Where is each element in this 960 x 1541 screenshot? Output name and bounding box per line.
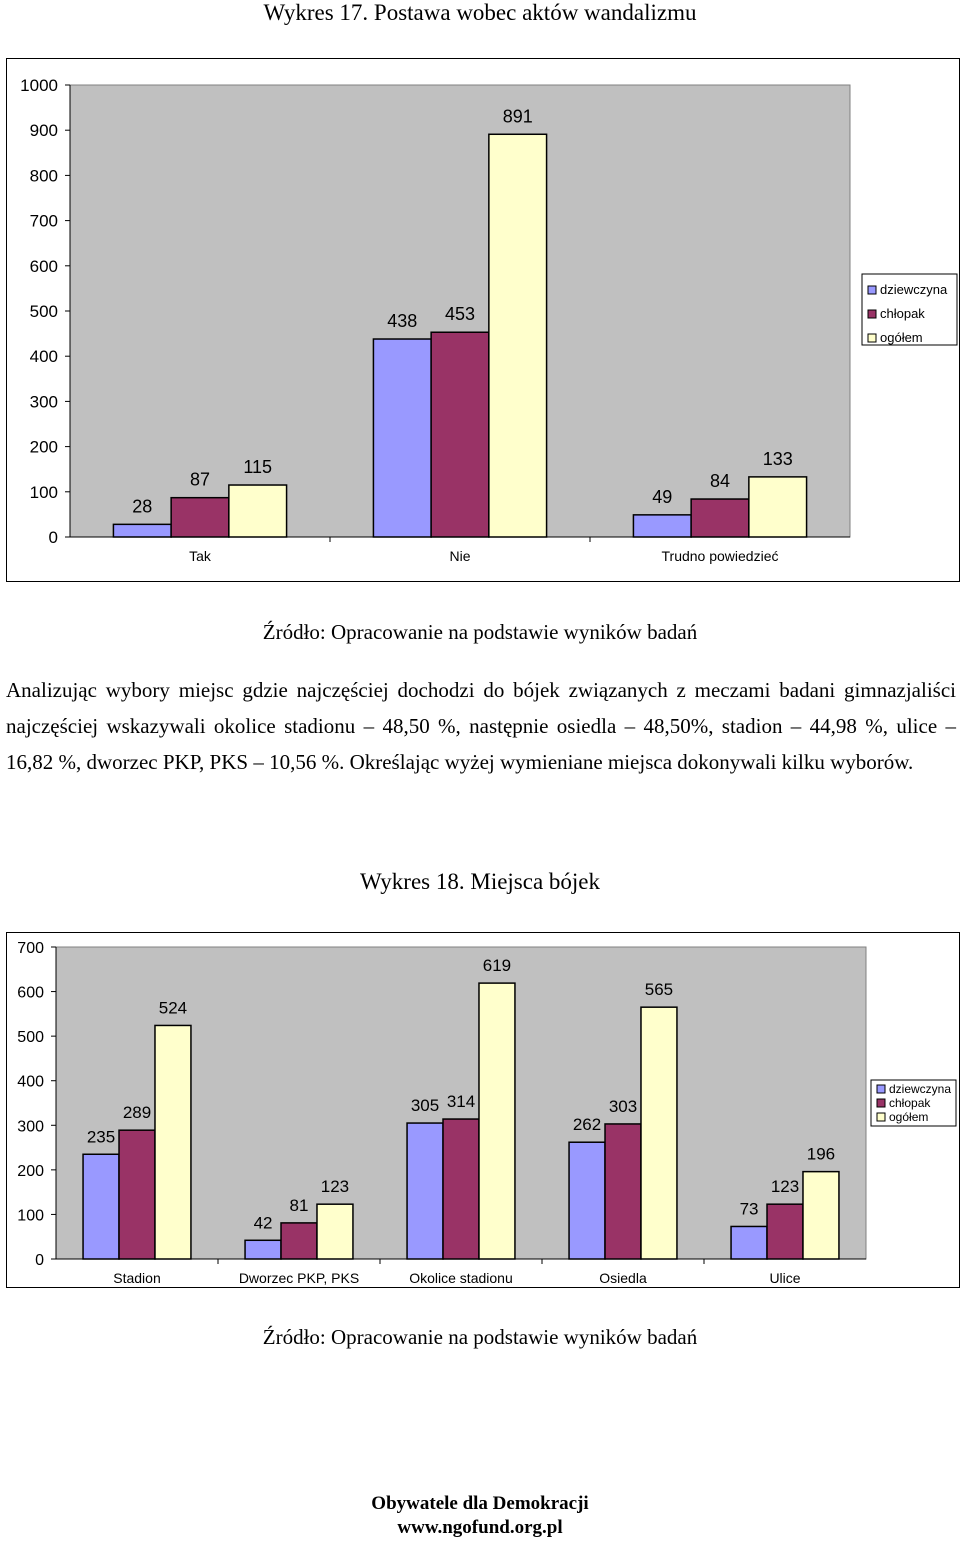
chart1-data-label: 133 (762, 448, 793, 469)
chart1-legend-label: dziewczyna (880, 282, 948, 297)
chart1-legend-swatch (868, 286, 876, 294)
chart1-source: Źródło: Opracowanie na podstawie wyników badań (262, 620, 698, 644)
chart2-bar (281, 1223, 317, 1259)
chart1-title: Wykres 17. Postawa wobec aktów wandalizmu (263, 0, 697, 25)
chart2-y-tick-label: 200 (17, 1162, 44, 1180)
chart1-category-label: Trudno powiedzieć (661, 548, 779, 564)
body-paragraph: Analizując wybory miejsc gdzie najczęściej dochodzi do bójek związanych z meczami badani gimnazjaliści najczęściej wskazywali okolice stadionu – 48,50 %, następnie osiedla – 48,50%, stadion – 44,98 %, ulice – 16,82 %, dworzec PKP, PKS – 10,56 %. Określając wyżej wymieniane miejsca dokonywali kilku wyborów. (6, 678, 956, 774)
chart1-y-tick-label: 600 (29, 256, 58, 276)
chart1-y-tick-label: 800 (29, 166, 58, 186)
chart2-data-label: 303 (608, 1096, 638, 1116)
chart2-bar (407, 1123, 443, 1259)
chart1-legend-label: chłopak (880, 306, 925, 321)
chart2-data-label: 235 (86, 1127, 116, 1147)
chart2-bar (605, 1124, 641, 1259)
chart2-bar (731, 1226, 767, 1259)
chart2-data-label: 196 (806, 1144, 836, 1164)
chart1-data-label: 49 (652, 486, 673, 507)
chart1-bar (113, 524, 171, 537)
chart2-category-label: Ulice (769, 1270, 801, 1286)
chart2-y-tick-label: 700 (17, 940, 44, 957)
chart2-y-tick-label: 600 (17, 984, 44, 1002)
chart1-container (6, 58, 960, 582)
chart2-legend-swatch (877, 1085, 885, 1093)
chart2-category-label: Okolice stadionu (409, 1270, 513, 1286)
chart2-y-tick-label: 400 (17, 1073, 44, 1091)
chart1-y-tick-label: 400 (29, 347, 58, 367)
chart1-legend-label: ogółem (880, 330, 923, 345)
chart1-data-label: 891 (502, 106, 533, 127)
chart1-y-tick-label: 500 (29, 302, 58, 321)
chart2-data-label: 305 (410, 1096, 440, 1116)
chart1-data-label: 84 (709, 471, 731, 492)
chart2-bar (155, 1025, 191, 1259)
chart2-data-label: 123 (320, 1177, 350, 1197)
chart2-bar (641, 1007, 677, 1259)
chart2-data-label: 73 (739, 1199, 759, 1219)
footer-url[interactable]: www.ngofund.org.pl (397, 1517, 563, 1538)
chart2-data-label: 524 (158, 998, 188, 1018)
chart1-y-tick-label: 900 (29, 121, 58, 141)
chart2-bar (317, 1204, 353, 1259)
chart1-category-label: Nie (449, 548, 471, 564)
chart1-data-label: 453 (444, 304, 476, 325)
chart2-data-label: 123 (770, 1177, 800, 1197)
chart2-data-label: 42 (253, 1213, 273, 1233)
chart2-title: Wykres 18. Miejsca bójek (359, 869, 601, 894)
chart1-data-label: 438 (387, 311, 418, 332)
footer-org-name: Obywatele dla Demokracji (371, 1493, 589, 1514)
chart1-bar (431, 332, 489, 537)
chart2-legend-label: chłopak (889, 1096, 931, 1110)
chart2-svg (6, 932, 960, 1288)
chart1-bar (229, 485, 287, 537)
chart2-bar (803, 1172, 839, 1259)
chart2-bar (569, 1142, 605, 1259)
chart1-y-tick-label: 100 (29, 482, 58, 502)
chart2-bar (443, 1119, 479, 1259)
chart2-y-tick-label: 500 (17, 1029, 44, 1047)
chart2-category-label: Stadion (113, 1270, 161, 1286)
chart2-data-label: 314 (446, 1092, 476, 1112)
chart2-source: Źródło: Opracowanie na podstawie wyników badań (262, 1325, 698, 1349)
chart2-data-label: 619 (482, 956, 512, 976)
chart1-svg (6, 58, 960, 582)
chart1-y-tick-label: 200 (29, 437, 58, 457)
chart2-bar (767, 1204, 803, 1259)
chart2-data-label: 565 (644, 980, 674, 1000)
chart2-legend-label: dziewczyna (889, 1082, 952, 1096)
chart2-y-tick-label: 300 (17, 1118, 44, 1136)
chart2-category-label: Dworzec PKP, PKS (238, 1270, 360, 1286)
chart2-bar (119, 1130, 155, 1259)
chart1-legend-swatch (868, 334, 876, 342)
chart1-bar (633, 515, 691, 537)
chart2-data-label: 262 (572, 1115, 602, 1135)
chart2-bar (479, 983, 515, 1259)
chart2-bar (83, 1154, 119, 1259)
chart1-bar (749, 477, 807, 537)
chart1-y-tick-label: 1000 (20, 76, 58, 95)
chart2-bar (245, 1240, 281, 1259)
chart2-y-tick-label: 100 (17, 1207, 44, 1225)
chart1-bar (171, 498, 229, 537)
chart1-y-tick-label: 0 (48, 528, 58, 547)
chart1-bar (691, 499, 749, 537)
chart1-category-label: Tak (189, 548, 211, 564)
chart2-data-label: 289 (122, 1103, 152, 1123)
chart1-y-tick-label: 300 (29, 392, 58, 412)
chart2-legend-swatch (877, 1099, 885, 1107)
chart2-legend-label: ogółem (889, 1110, 929, 1124)
chart1-bar (373, 339, 431, 537)
chart2-legend-swatch (877, 1113, 885, 1121)
chart1-data-label: 87 (189, 469, 211, 490)
chart2-y-tick-label: 0 (35, 1252, 44, 1269)
chart2-category-label: Osiedla (599, 1270, 647, 1286)
chart1-data-label: 28 (132, 496, 153, 517)
chart2-container (6, 932, 960, 1288)
chart1-y-tick-label: 700 (29, 211, 58, 231)
chart1-bar (489, 134, 547, 537)
chart1-data-label: 115 (243, 457, 273, 478)
chart2-data-label: 81 (289, 1195, 309, 1215)
chart1-legend-swatch (868, 310, 876, 318)
